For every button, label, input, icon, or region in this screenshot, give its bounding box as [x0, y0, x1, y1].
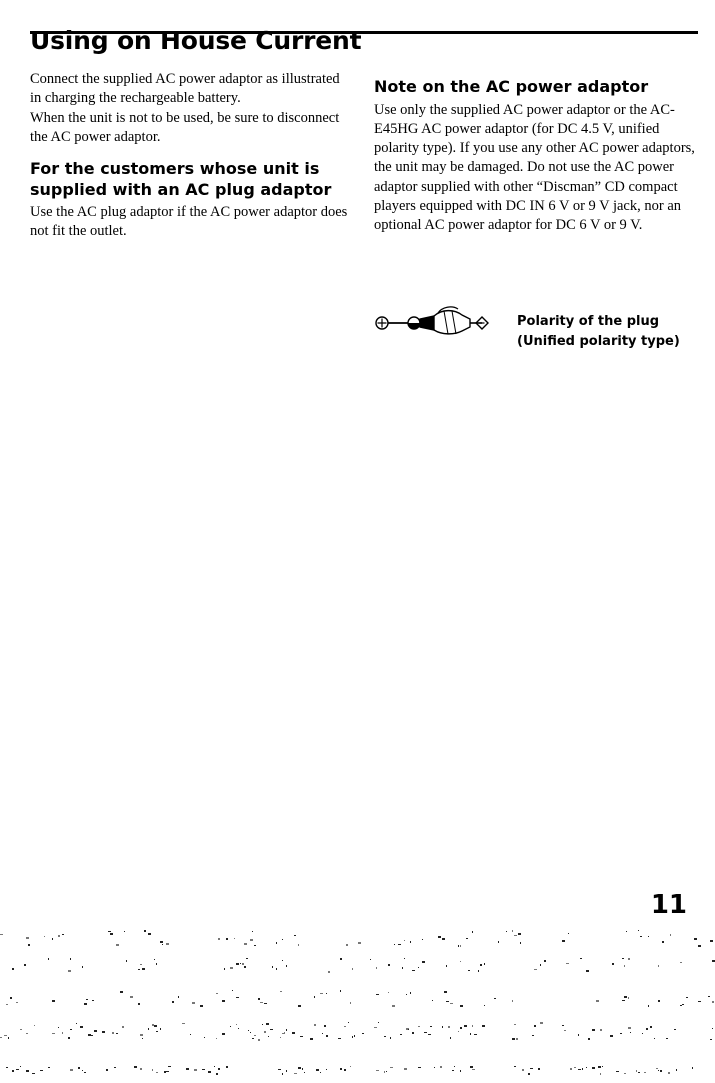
- plug-polarity-icon: [372, 295, 498, 337]
- right-paragraph-1: Use only the supplied AC power adaptor or the AC-E45HG AC power adaptor (for DC 4.5 V, unified polarity type). If you use any other AC power adaptors, the unit may be damaged. Do not use the AC power adaptor supplied with other “Discman” CD compact players equipped with DC IN 6 V or 9 V jack, nor an optional AC power adaptor for DC 6 V or 9 V.: [374, 101, 695, 234]
- polarity-caption-line-2: (Unified polarity type): [517, 334, 680, 349]
- left-subhead: For the customers whose unit is supplied with an AC plug adaptor: [30, 159, 332, 199]
- left-paragraph-3: Use the AC plug adaptor if the AC power adaptor does not fit the outlet.: [30, 204, 348, 240]
- right-subhead: Note on the AC power adaptor: [374, 77, 649, 96]
- page-number: 11: [650, 890, 687, 920]
- polarity-caption-line-1: Polarity of the plug: [517, 314, 660, 329]
- scan-noise-band: [0, 918, 715, 1083]
- right-column: [374, 77, 699, 236]
- polarity-caption: [517, 312, 680, 352]
- left-paragraph-2: When the unit is not to be used, be sure to disconnect the AC power adaptor.: [30, 109, 340, 145]
- left-column: [30, 70, 350, 242]
- left-paragraph-1: Connect the supplied AC power adaptor as illustrated in charging the rechargeable battery.: [30, 71, 340, 107]
- page-title: Using on House Current: [30, 26, 362, 55]
